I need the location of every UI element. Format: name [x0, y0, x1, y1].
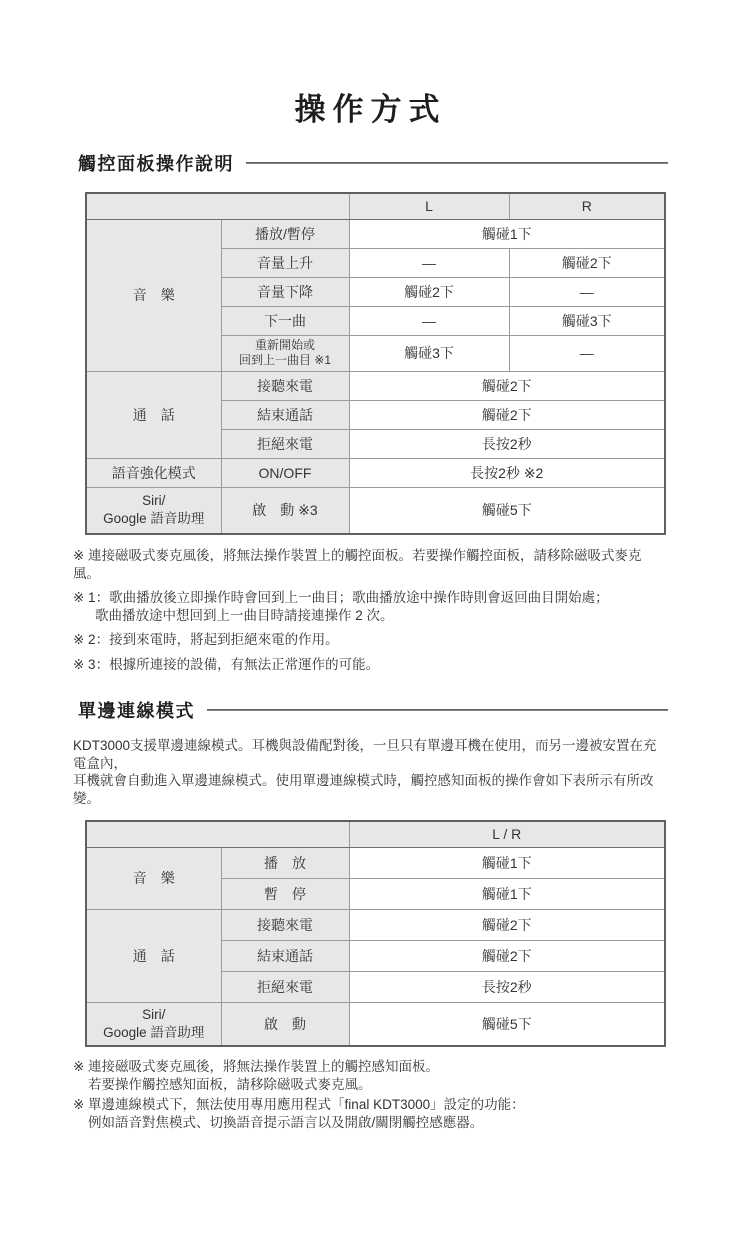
- note-line: ※ 連接磁吸式麥克風後，將無法操作裝置上的觸控面板。若要操作觸控面板，請移除磁吸式麥克風。: [73, 548, 642, 581]
- cell-value-lr: 觸碰2下: [349, 400, 665, 429]
- cell-category-assistant: [86, 1002, 221, 1046]
- cell-action: 播放/暫停: [221, 219, 349, 248]
- cell-value-lr: 觸碰5下: [349, 487, 665, 534]
- notes-single-side: [73, 1058, 668, 1131]
- table-row: [86, 487, 665, 534]
- note-line: ※ 連接磁吸式麥克風後，將無法操作裝置上的觸控感知面板。: [73, 1059, 440, 1075]
- cell-category-music: 音 樂: [86, 219, 221, 371]
- table-row: [86, 1002, 665, 1046]
- note-line: ※ 1：歌曲播放後立即操作時會回到上一曲目；歌曲播放途中操作時則會返回曲目開始處；: [73, 590, 609, 606]
- section1-title: 觸控面板操作說明: [78, 154, 234, 175]
- cell-action: 音量下降: [221, 277, 349, 306]
- section-touch-panel: [73, 150, 668, 673]
- cell-category-line1: Siri/: [142, 1006, 166, 1022]
- cell-action: 暫 停: [221, 878, 349, 909]
- cell-value-l: 觸碰2下: [349, 277, 509, 306]
- section2-title: 單邊連線模式: [78, 701, 195, 722]
- table-row: [86, 371, 665, 400]
- section2-paragraph: [73, 737, 668, 807]
- section2-heading-row: [78, 697, 668, 723]
- cell-action-line1: 重新開始或: [254, 337, 315, 352]
- cell-value: 觸碰2下: [349, 940, 665, 971]
- cell-action: 接聽來電: [221, 909, 349, 940]
- cell-category-line1: Siri/: [142, 493, 166, 509]
- section2-heading-rule: [207, 709, 668, 711]
- cell-category-music: 音 樂: [86, 847, 221, 909]
- cell-value: 觸碰5下: [349, 1002, 665, 1046]
- paragraph-line2: 耳機就會自動進入單邊連線模式。使用單邊連線模式時，觸控感知面板的操作會如下表所示有所改變。: [73, 773, 654, 806]
- cell-category-voice-mode: 語音強化模式: [86, 458, 221, 487]
- cell-action: 啟 動: [221, 1002, 349, 1046]
- cell-value-lr: 長按2秒 ※2: [349, 458, 665, 487]
- cell-category-call: 通 話: [86, 909, 221, 1002]
- cell-action: 音量上升: [221, 248, 349, 277]
- cell-action: 下一曲: [221, 306, 349, 335]
- cell-value-l: —: [349, 306, 509, 335]
- note-3: [73, 656, 668, 674]
- note-line: ※ 3：根據所連接的設備，有無法正常運作的可能。: [73, 656, 380, 672]
- cell-action: 結束通話: [221, 400, 349, 429]
- cell-category-assistant: [86, 487, 221, 534]
- cell-action: 啟 動 ※3: [221, 487, 349, 534]
- cell-action: 結束通話: [221, 940, 349, 971]
- note-2: [73, 631, 668, 649]
- table-row: [86, 219, 665, 248]
- note-app-functions: [73, 1096, 668, 1131]
- note-line: 例如語音對焦模式、切換語音提示語言以及開啟/關閉觸控感應器。: [88, 1114, 484, 1130]
- cell-value-r: 觸碰3下: [509, 306, 665, 335]
- cell-category-line2: Google 語音助理: [103, 511, 205, 527]
- note-1: [73, 589, 668, 624]
- cell-action: 拒絕來電: [221, 971, 349, 1002]
- table-header-row: [86, 821, 665, 847]
- cell-value-lr: 觸碰2下: [349, 371, 665, 400]
- cell-value: 長按2秒: [349, 971, 665, 1002]
- note-line: ※ 單邊連線模式下，無法使用專用應用程式「final KDT3000」設定的功能：: [73, 1097, 525, 1113]
- cell-action-line2: 回到上一曲目 ※1: [238, 353, 332, 368]
- manual-page: [0, 93, 750, 1131]
- cell-category-line2: Google 語音助理: [103, 1024, 205, 1040]
- note-line: 若要操作觸控感知面板，請移除磁吸式麥克風。: [88, 1076, 372, 1092]
- cell-value-lr: 觸碰1下: [349, 219, 665, 248]
- header-empty-cell: [86, 193, 349, 219]
- cell-value-r: —: [509, 277, 665, 306]
- note-line: ※ 2：接到來電時，將起到拒絕來電的作用。: [73, 632, 339, 648]
- cell-value-r: 觸碰2下: [509, 248, 665, 277]
- header-col-lr: L / R: [349, 821, 665, 847]
- section1-heading-rule: [246, 162, 668, 164]
- section-single-side-mode: [73, 697, 668, 1131]
- touch-panel-table: [85, 192, 666, 535]
- table-row: [86, 458, 665, 487]
- cell-value: 觸碰1下: [349, 847, 665, 878]
- cell-action-restart: [221, 335, 349, 371]
- header-empty-cell: [86, 821, 349, 847]
- table-row: [86, 847, 665, 878]
- table-row: [86, 909, 665, 940]
- cell-value: 觸碰2下: [349, 909, 665, 940]
- cell-action: 拒絕來電: [221, 429, 349, 458]
- cell-action: 播 放: [221, 847, 349, 878]
- cell-value-r: —: [509, 335, 665, 371]
- note-line: 歌曲播放途中想回到上一曲目時請接連操作 2 次。: [95, 607, 394, 623]
- note-mic-sensor: [73, 1058, 668, 1093]
- cell-action: 接聽來電: [221, 371, 349, 400]
- cell-value-l: —: [349, 248, 509, 277]
- note-mic: [73, 547, 668, 582]
- cell-value-lr: 長按2秒: [349, 429, 665, 458]
- header-col-r: R: [509, 193, 665, 219]
- page-title: 操作方式: [294, 92, 447, 127]
- cell-value-l: 觸碰3下: [349, 335, 509, 371]
- cell-value: 觸碰1下: [349, 878, 665, 909]
- section1-heading-row: [78, 150, 668, 176]
- cell-category-call: 通 話: [86, 371, 221, 458]
- cell-action: ON/OFF: [221, 458, 349, 487]
- paragraph-line1: KDT3000支援單邊連線模式。耳機與設備配對後，一旦只有單邊耳機在使用，而另一邊被安置在充電盒內，: [73, 738, 657, 771]
- header-col-l: L: [349, 193, 509, 219]
- table-header-row: [86, 193, 665, 219]
- single-side-table: [85, 820, 666, 1047]
- notes-touch-panel: [73, 547, 668, 673]
